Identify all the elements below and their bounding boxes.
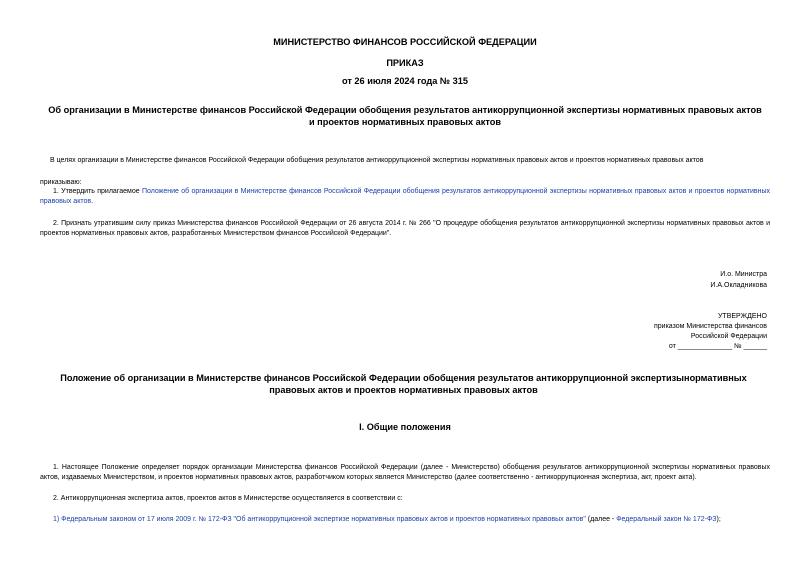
paragraph-3-end: );: [716, 516, 721, 523]
item-1-prefix: 1. Утвердить прилагаемое: [53, 188, 142, 195]
order-title: Об организации в Министерстве финансов Российской Федерации обобщения результатов антикоррупционной экспертизы нормативных правовых актов и проектов нормативных правовых актов: [48, 105, 762, 127]
signature-position: И.о. Министра: [720, 271, 767, 278]
item-1-suffix: .: [91, 198, 94, 205]
approval-line-3: Российской Федерации: [690, 333, 767, 340]
signature-name: И.А.Окладникова: [710, 282, 767, 289]
item-1: [40, 187, 770, 207]
approval-stamp: УТВЕРЖДЕНО: [717, 313, 767, 320]
regulation-link[interactable]: Положение об организации в Министерстве финансов Российской Федерации обобщения результатов антикоррупционной экспертизы нормативных правовых актов и проектов нормативных правовых актов: [40, 188, 770, 205]
paragraph-2: 2. Антикоррупционная экспертиза актов, проектов актов в Министерстве осуществляется в соответствии с:: [53, 495, 403, 502]
paragraph-3-mid: (далее -: [585, 516, 617, 523]
paragraph-3: [53, 515, 783, 525]
paragraph-1: 1. Настоящее Положение определяет порядок организации Министерства финансов Российской Федерации (далее - Министерство) обобщения результатов антикоррупционной экспертизы нормативных правовых актов, издаваемых Министерством, и проектов нормативных правовых актов, разработчиком которых является Министерство (далее соответственно - антикоррупционная экспертиза, акт, проект акта).: [40, 464, 770, 481]
federal-law-short-link[interactable]: Федеральный закон № 172-ФЗ: [616, 516, 717, 523]
order-word: приказываю:: [40, 179, 82, 186]
doc-type: ПРИКАЗ: [386, 58, 424, 68]
section-heading: I. Общие положения: [359, 422, 451, 432]
federal-law-link[interactable]: 1) Федеральным законом от 17 июля 2009 г. № 172-ФЗ "Об антикоррупционной экспертизе нормативных правовых актов и проектов нормативных правовых актов": [53, 516, 586, 523]
item-2: 2. Признать утратившим силу приказ Министерства финансов Российской Федерации от 26 августа 2014 г. № 266 "О процедуре обобщения результатов антикоррупционной экспертизы нормативных правовых актов и проектов нормативных правовых актов, разработанных Министерством финансов Российской Федерации".: [40, 220, 770, 237]
approval-line-4: от ______________ № ______: [668, 343, 767, 350]
ministry-heading: МИНИСТЕРСТВО ФИНАНСОВ РОССИЙСКОЙ ФЕДЕРАЦИИ: [273, 37, 537, 47]
regulation-title: Положение об организации в Министерстве финансов Российской Федерации обобщения результатов антикоррупционной экспертизынормативных правовых актов и проектов нормативных правовых актов: [60, 373, 747, 395]
date-number: от 26 июля 2024 года № 315: [341, 76, 469, 86]
approval-line-2: приказом Министерства финансов: [653, 323, 767, 330]
preamble: В целях организации в Министерстве финансов Российской Федерации обобщения результатов антикоррупционной экспертизы нормативных правовых актов и проектов нормативных правовых актов: [50, 157, 704, 164]
